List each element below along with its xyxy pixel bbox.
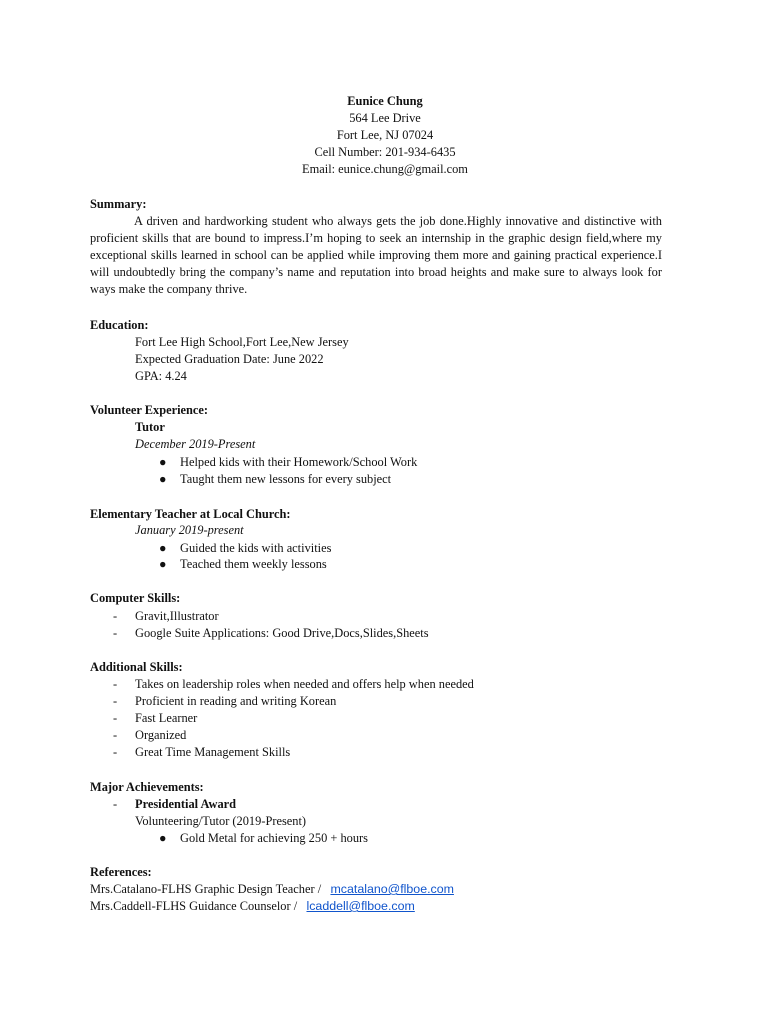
additional-skill-text: Proficient in reading and writing Korean [135,694,337,708]
dash-icon: - [113,677,118,691]
computer-skill-text: Google Suite Applications: Good Drive,Docs,Slides,Sheets [135,626,429,640]
teacher-heading: Elementary Teacher at Local Church: [90,507,291,521]
computer-skill-text: Gravit,Illustrator [135,609,219,623]
reference-row [90,881,454,898]
summary-heading: Summary: [90,197,147,211]
dash-icon: - [113,694,118,708]
email-line: Email: eunice.chung@gmail.com [302,162,468,176]
dash-icon: - [113,728,118,742]
candidate-name: Eunice Chung [347,94,423,108]
dash-icon: - [113,626,118,640]
volunteer-role: Tutor [135,420,165,434]
additional-skills-heading: Additional Skills: [90,660,183,674]
teacher-bullet-text: Teached them weekly lessons [180,557,327,571]
dash-icon: - [113,797,118,811]
volunteer-bullet-text: Taught them new lessons for every subject [180,472,392,486]
dash-icon: - [113,711,118,725]
reference-email-link[interactable]: lcaddell@flboe.com [306,899,415,913]
volunteer-bullet-text: Helped kids with their Homework/School Work [180,455,418,469]
phone-line: Cell Number: 201-934-6435 [314,145,456,159]
education-graduation: Expected Graduation Date: June 2022 [135,352,324,366]
reference-email-link[interactable]: mcatalano@flboe.com [330,882,454,896]
achievements-heading: Major Achievements: [90,780,204,794]
reference-text: Mrs.Caddell-FLHS Guidance Counselor / [90,899,298,913]
bullet-icon: ● [159,541,167,555]
volunteer-dates: December 2019-Present [135,437,256,451]
award-detail: Volunteering/Tutor (2019-Present) [135,814,307,828]
additional-skill-text: Takes on leadership roles when needed and offers help when needed [135,677,474,691]
dash-icon: - [113,609,118,623]
contact-header [190,93,580,178]
reference-row [90,898,415,915]
award-bullet-text: Gold Metal for achieving 250 + hours [180,831,368,845]
address-line-1: 564 Lee Drive [349,111,421,125]
award-title: Presidential Award [135,797,237,811]
education-gpa: GPA: 4.24 [135,369,187,383]
volunteer-heading: Volunteer Experience: [90,403,209,417]
additional-skill-text: Great Time Management Skills [135,745,291,759]
dash-icon: - [113,745,118,759]
references-heading: References: [90,865,152,879]
education-heading: Education: [90,318,149,332]
teacher-dates: January 2019-present [135,523,244,537]
teacher-bullet-text: Guided the kids with activities [180,541,332,555]
bullet-icon: ● [159,831,167,845]
computer-skills-heading: Computer Skills: [90,591,181,605]
additional-skill-text: Organized [135,728,187,742]
bullet-icon: ● [159,472,167,486]
bullet-icon: ● [159,455,167,469]
additional-skill-text: Fast Learner [135,711,198,725]
education-school: Fort Lee High School,Fort Lee,New Jersey [135,335,349,349]
bullet-icon: ● [159,557,167,571]
summary-text: A driven and hardworking student who always gets the job done.Highly innovative and distinctive with proficient skills that are bound to impress.I’m hoping to seek an internship in the graphic design field,where my exceptional skills learned in school can be applied while improving them more and gaining practical experience.I will undoubtedly bring the company’s name and reputation into broad heights and make sure to always look for ways make the company thrive. [90,214,662,296]
reference-text: Mrs.Catalano-FLHS Graphic Design Teacher / [90,882,322,896]
address-line-2: Fort Lee, NJ 07024 [336,128,434,142]
